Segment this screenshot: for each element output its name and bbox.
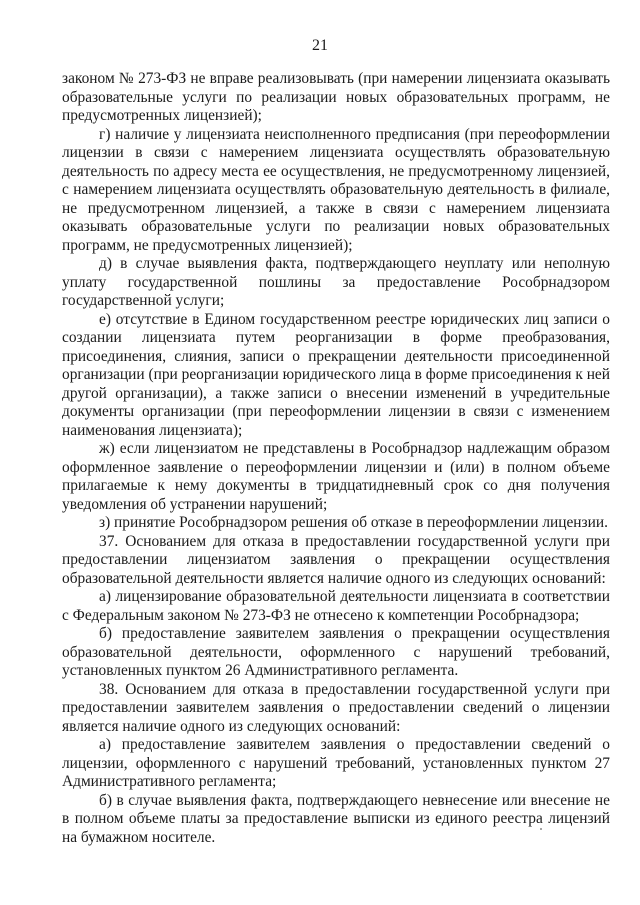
paragraph-clause-37-a: а) лицензирование образовательной деятельности лицензиата в соответствии с Федеральным законом № 273-ФЗ не отнесено к компетенции Рособрнадзора; — [62, 588, 610, 624]
document-body — [62, 70, 610, 847]
paragraph-clause-38-b: б) в случае выявления факта, подтверждающего невнесение или внесение не в полном объеме платы за предоставление выписки из единого реестра лицензий на бумажном носителе. — [62, 791, 610, 846]
paragraph-item-d: д) в случае выявления факта, подтверждающего неуплату или неполную уплату государственной пошлины за предоставление Рособрнадзором государственной услуги; — [62, 255, 610, 309]
paragraph-item-zh: ж) если лицензиатом не представлены в Рособрнадзор надлежащим образом оформленное заявление о переоформлении лицензии и (или) в полном объеме прилагаемые к нему документы в тридцатидневный срок со дня получения уведомления об устранении нарушений; — [62, 440, 610, 513]
paragraph-item-e: е) отсутствие в Едином государственном реестре юридических лиц записи о создании лицензиата путем реорганизации в форме преобразования, присоединения, слияния, записи о прекращении деятельности присоединенной организации (при реорганизации юридического лица в форме присоединения к ней другой организации), а также записи о внесении изменений в учредительные документы организации (при переоформлении лицензии в связи с изменением наименования лицензиата); — [62, 310, 610, 439]
scan-speck — [540, 828, 542, 830]
paragraph-clause-37-b: б) предоставление заявителем заявления о прекращении осуществления образовательной деятельности, оформленного с нарушений требований, установленных пунктом 26 Административного регламента. — [62, 625, 610, 679]
paragraph-continuation: законом № 273-ФЗ не вправе реализовывать (при намерении лицензиата оказывать образовательные услуги по реализации новых образовательных программ, не предусмотренных лицензией); — [62, 70, 610, 124]
paragraph-item-z: з) принятие Рособрнадзором решения об отказе в переоформлении лицензии. — [99, 514, 608, 531]
paragraph-item-g: г) наличие у лицензиата неисполненного предписания (при переоформлении лицензии в связи с намерением лицензиата осуществлять образовательную деятельность по адресу места ее осуществления, не предусмотренному лицензией, с намерением лицензиата осуществлять образовательную деятельность в филиале, не предусмотренном лицензией, а также в связи с намерением лицензиата оказывать образовательные услуги по реализации новых образовательных программ, не предусмотренных лицензией); — [62, 125, 610, 254]
paragraph-clause-38: 38. Основанием для отказа в предоставлении государственной услуги при предоставлении заявителем заявления о предоставлении сведений о лицензии является наличие одного из следующих оснований: — [62, 680, 610, 735]
page-number: 21 — [312, 37, 328, 54]
paragraph-clause-37: 37. Основанием для отказа в предоставлении государственной услуги при предоставлении лицензиатом заявления о прекращении осуществления образовательной деятельности является наличие одного из следующих оснований: — [62, 532, 610, 587]
paragraph-clause-38-a: а) предоставление заявителем заявления о предоставлении сведений о лицензии, оформленного с нарушений требований, установленных пунктом 27 Административного регламента; — [62, 736, 610, 790]
